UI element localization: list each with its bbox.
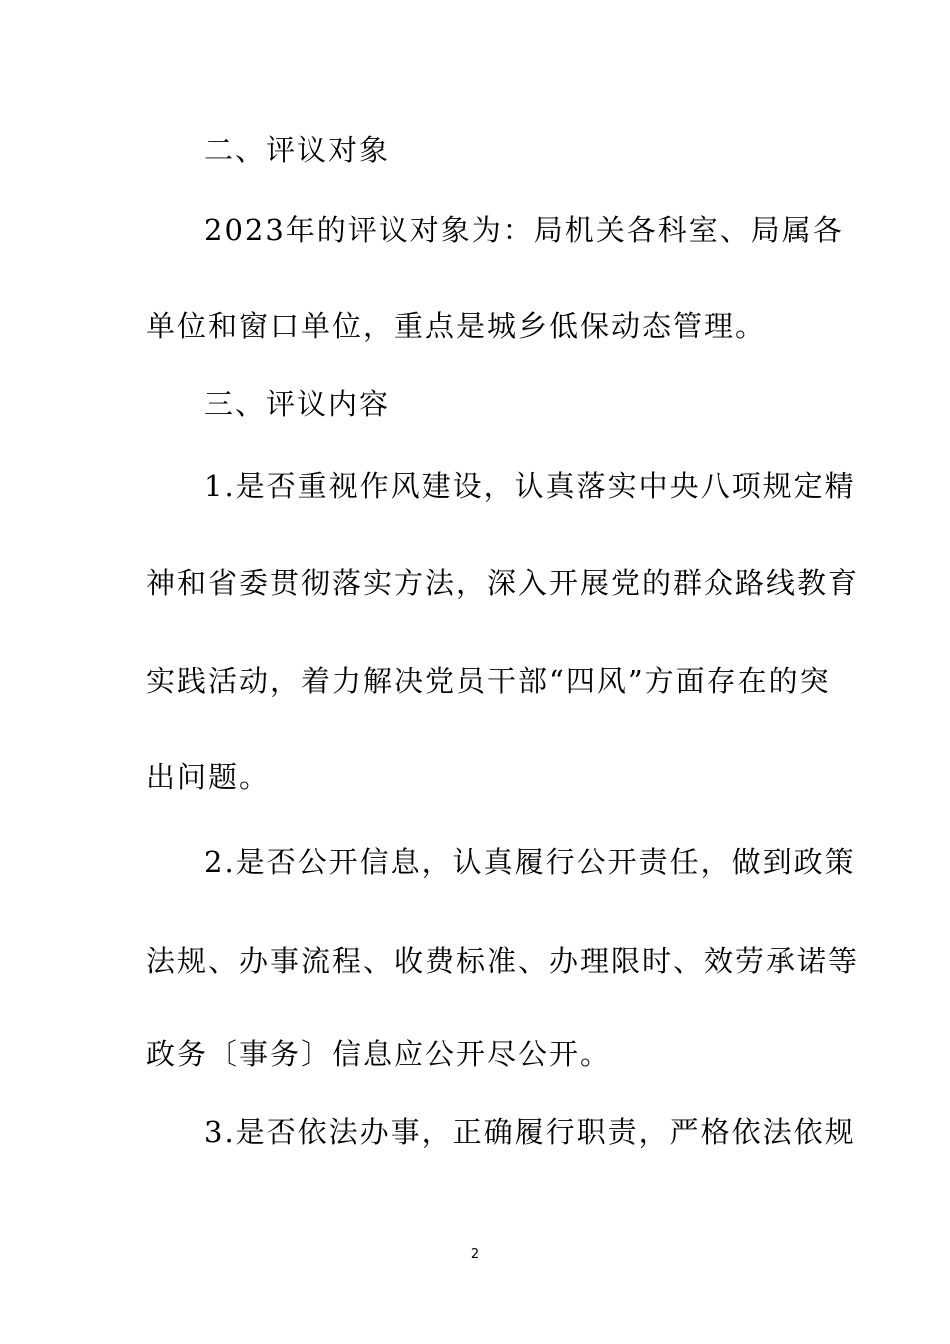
paragraph-line: 政务〔事务〕信息应公开尽公开。 [146,1037,612,1071]
paragraph-line: 2023年的评议对象为：局机关各科室、局属各 [204,213,844,247]
paragraph-line: 单位和窗口单位，重点是城乡低保动态管理。 [146,309,767,343]
paragraph-line: 1.是否重视作风建设，认真落实中央八项规定精 [204,469,856,503]
page-number: 2 [470,1247,480,1262]
paragraph-line: 神和省委贯彻落实方法，深入开展党的群众路线教育 [146,566,860,600]
paragraph-line: 3.是否依法办事，正确履行职责，严格依法依规 [204,1115,856,1149]
paragraph-line: 实践活动，着力解决党员干部“四风”方面存在的突 [146,664,831,698]
paragraph-line: 法规、办事流程、收费标准、办理限时、效劳承诺等 [146,944,860,978]
paragraph-line: 2.是否公开信息，认真履行公开责任，做到政策 [204,845,856,879]
section-heading-review-objects: 二、评议对象 [204,133,391,167]
section-heading-review-content: 三、评议内容 [204,387,391,421]
paragraph-line: 出问题。 [146,760,271,794]
